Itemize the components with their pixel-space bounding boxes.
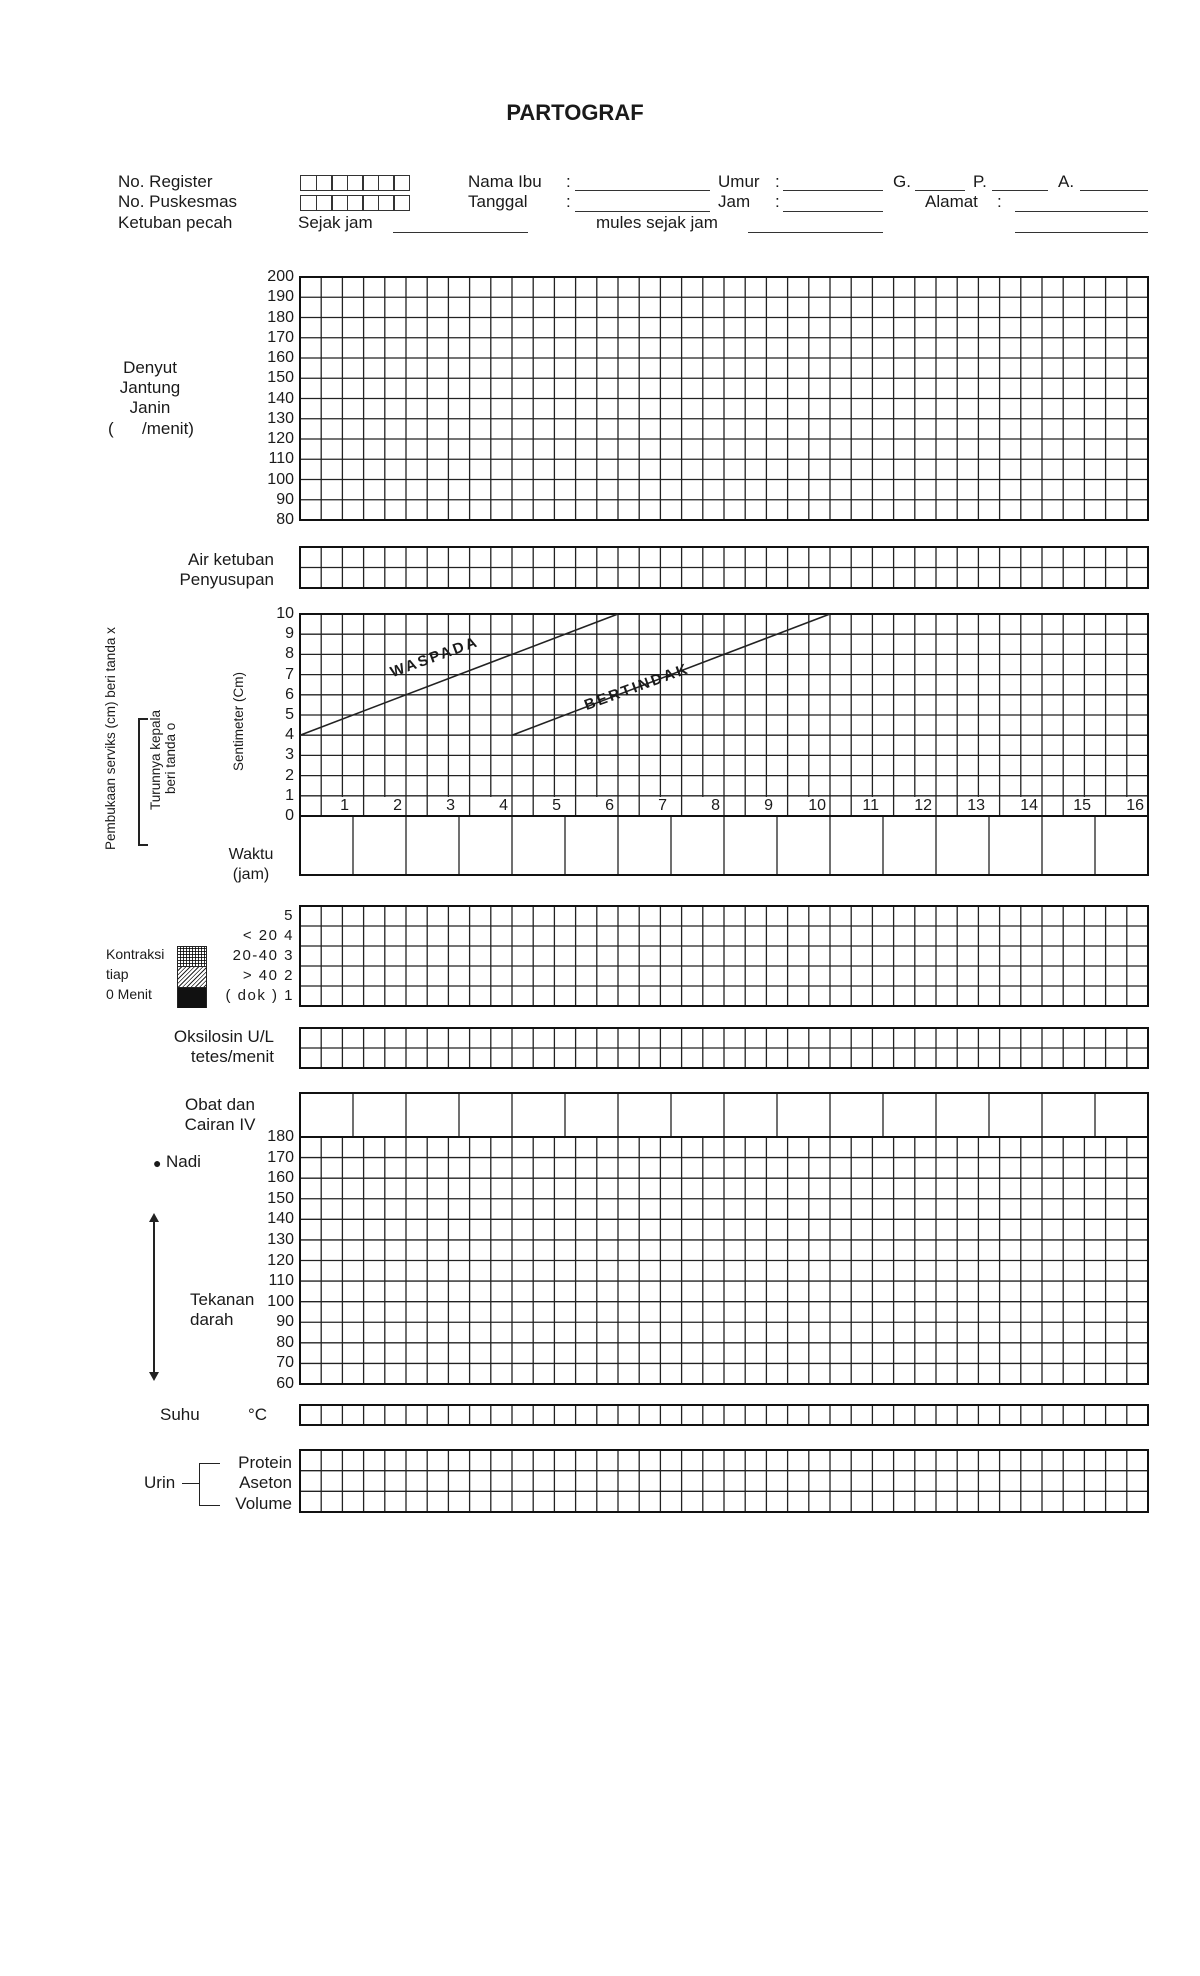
- descent-bracket: [138, 718, 148, 846]
- hour-label: 1: [323, 797, 349, 815]
- jam-unit-label: (jam): [232, 866, 270, 883]
- cervix-tick-label: 7: [285, 665, 294, 683]
- oksilosin-label: Oksilosin U/L: [173, 1027, 274, 1046]
- vitals-tick-label: 80: [276, 1333, 294, 1351]
- tiap-label: tiap: [106, 966, 129, 982]
- nadi-label: Nadi: [166, 1152, 201, 1171]
- vitals-tick-label: 70: [276, 1354, 294, 1372]
- arrow-down-icon: [149, 1372, 159, 1381]
- tanggal-label: Tanggal: [468, 192, 528, 211]
- hour-label: 16: [1118, 797, 1144, 815]
- contraction-row-label: 5: [284, 907, 294, 924]
- arrow-up-icon: [149, 1213, 159, 1222]
- aseton-label: Aseton: [239, 1473, 292, 1492]
- djj-tick-label: 90: [276, 490, 294, 508]
- darah-label: darah: [190, 1310, 234, 1329]
- cervix-tick-label: 3: [285, 746, 294, 764]
- register-number-boxes[interactable]: [300, 174, 409, 192]
- hour-label: 6: [588, 797, 614, 815]
- tetes-menit-label: tetes/menit: [190, 1047, 274, 1066]
- vitals-tick-label: 60: [276, 1375, 294, 1392]
- cervix-tick-label: 6: [285, 685, 294, 703]
- pembukaan-serviks-label: Pembukaan serviks (cm) beri tanda x: [103, 627, 118, 850]
- hour-label: 2: [376, 797, 402, 815]
- vitals-tick-label: 130: [267, 1230, 294, 1248]
- penyusupan-label: Penyusupan: [179, 570, 274, 589]
- cervix-tick-label: 8: [285, 645, 294, 663]
- vitals-tick-label: 110: [268, 1272, 294, 1290]
- hour-label: 4: [482, 797, 508, 815]
- colon: :: [566, 192, 571, 211]
- vitals-tick-label: 120: [267, 1251, 294, 1269]
- kontraksi-label: Kontraksi: [106, 946, 165, 962]
- djj-label-line-2: Jantung: [119, 378, 181, 397]
- djj-tick-label: 180: [267, 308, 294, 326]
- contraction-row-label: 20-40 3: [232, 947, 294, 964]
- a-label: A.: [1058, 172, 1075, 191]
- obat-label: Obat dan: [185, 1095, 255, 1114]
- beri-tanda-o-label: beri tanda o: [163, 722, 178, 794]
- djj-tick-label: 110: [268, 450, 294, 468]
- hour-label: 10: [800, 797, 826, 815]
- menit-label: 0 Menit: [106, 986, 152, 1002]
- cervix-tick-label: 1: [285, 786, 294, 804]
- cervix-tick-label: 2: [285, 766, 294, 784]
- cairan-iv-label: Cairan IV: [184, 1115, 256, 1134]
- colon: :: [775, 192, 780, 211]
- djj-tick-label: 100: [267, 470, 294, 488]
- protein-label: Protein: [238, 1453, 292, 1472]
- djj-label-line-3: Janin: [129, 398, 171, 417]
- vitals-tick-label: 140: [267, 1210, 294, 1228]
- contraction-row-label: < 20 4: [242, 927, 294, 944]
- djj-tick-label: 160: [267, 349, 294, 366]
- no-register-label: No. Register: [118, 172, 213, 191]
- alamat-label: Alamat: [925, 192, 978, 211]
- nadi-dot-icon: ●: [153, 1155, 162, 1171]
- contraction-row-label: > 40 2: [242, 967, 294, 984]
- jam-field[interactable]: [783, 211, 883, 212]
- umur-field[interactable]: [783, 190, 883, 191]
- cervix-tick-label: 0: [285, 807, 294, 824]
- sejak-jam-label: Sejak jam: [298, 213, 373, 232]
- no-puskesmas-label: No. Puskesmas: [118, 192, 238, 211]
- suhu-label: Suhu: [160, 1405, 200, 1424]
- contraction-legend-swatches: [177, 946, 207, 1008]
- p-label: P.: [973, 172, 987, 191]
- djj-label-line-1: Denyut: [123, 358, 177, 377]
- tanggal-field[interactable]: [575, 211, 710, 212]
- g-field[interactable]: [915, 190, 965, 191]
- vitals-tick-label: 170: [267, 1148, 294, 1166]
- djj-tick-label: 120: [267, 430, 294, 447]
- bertindak-label: BERTINDAK: [582, 660, 692, 714]
- waspada-label: WASPADA: [388, 633, 482, 681]
- legend-solid-swatch: [178, 988, 206, 1008]
- hour-label: 13: [959, 797, 985, 815]
- legend-hatch-swatch: [178, 967, 206, 988]
- hour-label: 11: [853, 797, 879, 815]
- nama-ibu-field[interactable]: [575, 190, 710, 191]
- tekanan-label: Tekanan: [190, 1290, 255, 1309]
- alamat-field-1[interactable]: [1015, 211, 1148, 212]
- colon: :: [566, 172, 571, 191]
- djj-tick-label: 190: [267, 288, 294, 306]
- mules-sejak-jam-field[interactable]: [748, 232, 883, 233]
- hour-label: 5: [535, 797, 561, 815]
- legend-dots-swatch: [178, 947, 206, 967]
- urin-label: Urin: [144, 1473, 176, 1492]
- vitals-tick-label: 100: [267, 1292, 294, 1310]
- alamat-field-2[interactable]: [1015, 232, 1148, 233]
- hour-label: 8: [694, 797, 720, 815]
- vitals-tick-label: 180: [267, 1128, 294, 1145]
- volume-label: Volume: [235, 1494, 292, 1513]
- vitals-tick-label: 150: [267, 1189, 294, 1207]
- cervix-tick-label: 9: [285, 625, 294, 643]
- djj-tick-label: 200: [267, 268, 294, 285]
- colon: :: [997, 192, 1002, 211]
- bp-arrow-icon: [153, 1218, 155, 1374]
- djj-tick-label: 80: [276, 511, 294, 528]
- jam-label: Jam: [718, 192, 751, 211]
- page-title: PARTOGRAF: [506, 100, 644, 125]
- turunnya-kepala-label: Turunnya kepala: [148, 709, 163, 810]
- cervix-tick-label: 10: [276, 605, 294, 622]
- a-field[interactable]: [1080, 190, 1148, 191]
- cervix-tick-label: 5: [285, 706, 294, 723]
- nama-ibu-label: Nama Ibu: [468, 172, 542, 191]
- hour-label: 3: [429, 797, 455, 815]
- hour-label: 7: [641, 797, 667, 815]
- celsius-label: °C: [248, 1405, 268, 1424]
- g-label: G.: [893, 172, 911, 191]
- air-ketuban-label: Air ketuban: [188, 550, 274, 569]
- cervix-tick-label: 4: [285, 726, 294, 744]
- sejak-jam-field[interactable]: [393, 232, 528, 233]
- contraction-row-label: ( dok ) 1: [225, 987, 294, 1004]
- ketuban-pecah-label: Ketuban pecah: [118, 213, 233, 232]
- puskesmas-number-boxes[interactable]: [300, 194, 409, 212]
- djj-tick-label: 130: [267, 409, 294, 427]
- waktu-label: Waktu: [228, 846, 274, 863]
- umur-label: Umur: [718, 172, 760, 191]
- hour-label: 12: [906, 797, 932, 815]
- urin-bracket-stem: [182, 1483, 200, 1484]
- djj-tick-label: 170: [267, 328, 294, 346]
- sentimeter-axis-label: Sentimeter (Cm): [231, 671, 246, 771]
- vitals-tick-label: 160: [267, 1169, 294, 1187]
- hour-label: 14: [1012, 797, 1038, 815]
- hour-label: 15: [1065, 797, 1091, 815]
- hour-label: 9: [747, 797, 773, 815]
- mules-sejak-jam-label: mules sejak jam: [596, 213, 718, 232]
- colon: :: [775, 172, 780, 191]
- djj-tick-label: 150: [267, 369, 294, 387]
- djj-label-line-4: ( /menit): [108, 419, 194, 438]
- djj-tick-label: 140: [267, 389, 294, 407]
- p-field[interactable]: [992, 190, 1048, 191]
- vitals-tick-label: 90: [276, 1313, 294, 1331]
